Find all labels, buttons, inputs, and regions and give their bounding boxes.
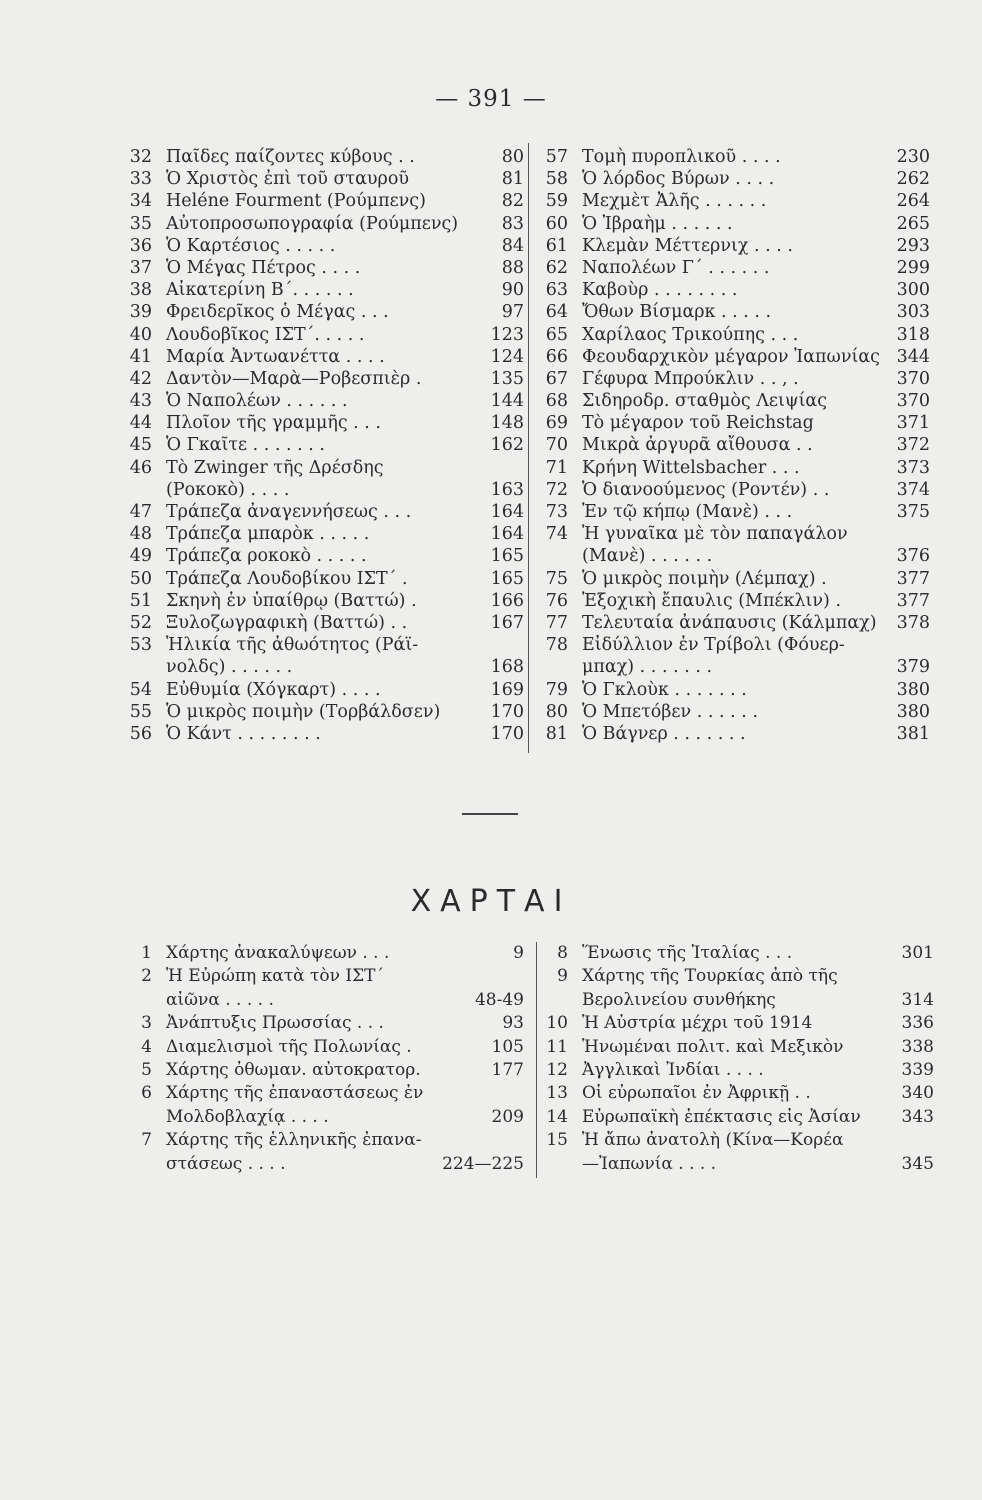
list-item xyxy=(118,942,524,965)
list-item xyxy=(118,679,524,701)
entry-title: Αἰκατερίνη Β΄. . . . . . xyxy=(166,280,354,301)
entry-page: 97 xyxy=(501,302,524,323)
entry-page: 381 xyxy=(896,723,930,744)
list-item xyxy=(534,634,930,656)
entry-page: 93 xyxy=(502,1013,524,1034)
entry-num: 61 xyxy=(545,235,568,256)
entry-title: Χάρτης ὀθωμαν. αὐτοκρατορ. xyxy=(166,1059,421,1080)
list-item xyxy=(534,1129,934,1152)
entry-title: Ὁ Μέγας Πέτρος . . . . xyxy=(166,257,361,278)
list-item xyxy=(534,146,930,168)
entry-page: 372 xyxy=(896,435,930,456)
entry-num: 52 xyxy=(129,612,152,633)
list-item xyxy=(118,1036,524,1059)
entry-title: Σιδηροδρ. σταθμὸς Λειψίας xyxy=(582,391,828,412)
entry-title: Ἡ Εὐρώπη κατὰ τὸν ΙΣΤ΄ xyxy=(166,966,384,987)
entry-page: 164 xyxy=(490,524,524,545)
entry-num: 65 xyxy=(545,324,568,345)
entry-title: Ὁ Γκαῖτε . . . . . . . xyxy=(166,435,325,456)
entry-title: Κλεμὰν Μέττερνιχ . . . . xyxy=(582,235,793,256)
list-item xyxy=(534,1082,934,1105)
entry-title: Τὸ μέγαρον τοῦ Reichstag xyxy=(582,413,814,434)
list-item xyxy=(118,523,524,545)
entry-num: 39 xyxy=(129,302,152,323)
entry-num: 34 xyxy=(129,191,152,212)
entry-title: Εὐθυμία (Χόγκαρτ) . . . . xyxy=(166,679,381,700)
list-item xyxy=(118,257,524,279)
list-item xyxy=(534,213,930,235)
entry-num: 14 xyxy=(546,1106,568,1127)
list-item xyxy=(534,501,930,523)
maps-heading: ΧΑΡΤΑΙ xyxy=(410,884,572,919)
list-item xyxy=(118,279,524,301)
list-item xyxy=(118,368,524,390)
entry-title: Ἀνάπτυξις Πρωσσίας . . . xyxy=(166,1013,384,1034)
entry-page: 163 xyxy=(490,479,524,500)
entry-num: 60 xyxy=(545,213,568,234)
entry-num: 2 xyxy=(141,966,152,987)
entry-title: Τράπεζα Λουδοβίκου ΙΣΤ΄ . xyxy=(166,568,408,589)
entry-num: 69 xyxy=(545,413,568,434)
maps-right-list xyxy=(534,942,934,1176)
entry-page: 148 xyxy=(490,413,524,434)
list-item xyxy=(534,989,934,1012)
entry-page: 344 xyxy=(896,346,930,367)
entry-page: 340 xyxy=(901,1083,934,1104)
entry-page: 9 xyxy=(513,943,524,963)
entry-title: μπαχ) . . . . . . . xyxy=(582,657,713,678)
entry-num: 12 xyxy=(546,1059,568,1080)
illustrations-right-list xyxy=(534,146,930,745)
entry-page: 376 xyxy=(896,546,930,567)
list-item xyxy=(118,146,524,168)
entry-num: 64 xyxy=(545,302,568,323)
list-item xyxy=(534,301,930,323)
entry-title: Χάρτης τῆς Τουρκίας ἀπὸ τῆς xyxy=(582,966,838,987)
entry-title: Ἡλικία τῆς ἀθωότητος (Ράϊ- xyxy=(166,635,419,656)
entry-title: Πλοῖον τῆς γραμμῆς . . . xyxy=(166,413,381,434)
entry-title: Βερολινείου συνθήκης xyxy=(582,989,776,1010)
entry-title: Ὄθων Βίσμαρκ . . . . . xyxy=(582,302,772,323)
list-item xyxy=(534,168,930,190)
entry-num: 57 xyxy=(545,147,568,167)
entry-page: 318 xyxy=(896,324,930,345)
list-item xyxy=(534,1012,934,1035)
illustrations-left-list xyxy=(118,146,524,745)
entry-page: 144 xyxy=(490,391,524,412)
entry-num: 46 xyxy=(129,457,152,478)
list-item xyxy=(534,279,930,301)
list-item xyxy=(118,501,524,523)
entry-num: 8 xyxy=(557,943,568,963)
list-item xyxy=(534,523,930,545)
entry-title: Ὁ Βάγνερ . . . . . . . xyxy=(582,723,746,744)
entry-page: 303 xyxy=(896,302,930,323)
entry-num: 63 xyxy=(545,280,568,301)
entry-page: 165 xyxy=(490,546,524,567)
entry-num: 78 xyxy=(545,635,568,656)
list-item xyxy=(534,368,930,390)
list-item xyxy=(118,390,524,412)
entry-num: 58 xyxy=(545,169,568,190)
list-item xyxy=(534,965,934,988)
list-item xyxy=(534,235,930,257)
list-item xyxy=(118,612,524,634)
list-item xyxy=(118,301,524,323)
entry-page: 262 xyxy=(896,169,930,190)
entry-num: 38 xyxy=(129,280,152,301)
entry-title: Χάρτης τῆς ἐπαναστάσεως ἐν xyxy=(166,1083,424,1104)
list-item xyxy=(534,723,930,745)
list-item xyxy=(118,1106,524,1129)
entry-num: 56 xyxy=(129,723,152,744)
list-item xyxy=(534,457,930,479)
entry-page: 370 xyxy=(896,391,930,412)
entry-num: 66 xyxy=(545,346,568,367)
entry-title: Χάρτης ἀνακαλύψεων . . . xyxy=(166,943,390,963)
entry-title: Λουδοβῖκος ΙΣΤ΄. . . . . xyxy=(166,324,365,345)
entry-title: Μολδοβλαχίᾳ . . . . xyxy=(166,1106,329,1127)
entry-title: Heléne Fourment (Ρούμπενς) xyxy=(166,191,426,212)
list-item xyxy=(534,590,930,612)
entry-title: Ὁ Ναπολέων . . . . . . xyxy=(166,391,348,412)
entry-page: 169 xyxy=(490,679,524,700)
list-item xyxy=(118,235,524,257)
list-item xyxy=(118,545,524,567)
entry-title: Ὁ Χριστὸς ἐπὶ τοῦ σταυροῦ xyxy=(166,169,410,190)
entry-num: 10 xyxy=(546,1013,568,1034)
entry-page: 371 xyxy=(896,413,930,434)
entry-num: 79 xyxy=(545,679,568,700)
entry-page: 345 xyxy=(901,1153,934,1174)
entry-num: 53 xyxy=(129,635,152,656)
list-item xyxy=(118,1082,524,1105)
entry-num: 48 xyxy=(129,524,152,545)
entry-title: Ὁ Καρτέσιος . . . . . xyxy=(166,235,336,256)
entry-title: Παῖδες παίζοντες κύβους . . xyxy=(166,147,415,167)
entry-page: 377 xyxy=(896,568,930,589)
entry-title: Ἕνωσις τῆς Ἰταλίας . . . xyxy=(582,943,793,963)
entry-title: Καβοὺρ . . . . . . . . xyxy=(582,280,738,301)
entry-title: Ὁ διανοούμενος (Ροντέν) . . xyxy=(582,479,830,500)
entry-page: 339 xyxy=(901,1059,934,1080)
entry-num: 75 xyxy=(545,568,568,589)
entry-num: 41 xyxy=(129,346,152,367)
entry-page: 177 xyxy=(491,1059,524,1080)
entry-num: 59 xyxy=(545,191,568,212)
list-item xyxy=(534,679,930,701)
entry-num: 71 xyxy=(545,457,568,478)
entry-title: Ἡ γυναῖκα μὲ τὸν παπαγάλον xyxy=(582,524,848,545)
list-item xyxy=(118,1153,524,1176)
entry-num: 9 xyxy=(557,966,568,987)
entry-num: 33 xyxy=(129,169,152,190)
entry-num: 7 xyxy=(141,1130,152,1151)
list-item xyxy=(118,190,524,212)
entry-num: 81 xyxy=(545,723,568,744)
entry-title: Ναπολέων Γ΄ . . . . . . xyxy=(582,257,770,278)
entry-title: Χαρίλαος Τρικούπης . . . xyxy=(582,324,799,345)
entry-page: 380 xyxy=(896,701,930,722)
list-item xyxy=(534,479,930,501)
list-item xyxy=(118,701,524,723)
list-item xyxy=(118,568,524,590)
list-item xyxy=(118,324,524,346)
entry-title: Τράπεζα μπαρὸκ . . . . . xyxy=(166,524,370,545)
entry-num: 80 xyxy=(545,701,568,722)
entry-num: 54 xyxy=(129,679,152,700)
entry-num: 49 xyxy=(129,546,152,567)
entry-page: 230 xyxy=(896,147,930,167)
entry-page: 265 xyxy=(896,213,930,234)
entry-title: Οἱ εὐρωπαῖοι ἐν Ἀφρικῇ . . xyxy=(582,1083,811,1104)
list-item xyxy=(118,213,524,235)
entry-num: 43 xyxy=(129,391,152,412)
entry-title: Ἡ ἄπω ἀνατολὴ (Κίνα—Κορέα xyxy=(582,1130,844,1151)
list-item xyxy=(534,1106,934,1129)
entry-num: 51 xyxy=(129,590,152,611)
entry-page: 166 xyxy=(490,590,524,611)
entry-title: Αὐτοπροσωπογραφία (Ρούμπενς) xyxy=(166,213,459,234)
entry-page: 90 xyxy=(501,280,524,301)
entry-num: 35 xyxy=(129,213,152,234)
entry-num: 15 xyxy=(546,1130,568,1151)
entry-page: 379 xyxy=(896,657,930,678)
entry-page: 162 xyxy=(490,435,524,456)
entry-num: 42 xyxy=(129,368,152,389)
entry-page: 105 xyxy=(491,1036,524,1057)
entry-page: 82 xyxy=(501,191,524,212)
entry-page: 170 xyxy=(490,723,524,744)
list-item xyxy=(534,346,930,368)
entry-page: 123 xyxy=(490,324,524,345)
list-item xyxy=(118,168,524,190)
entry-title: Μικρὰ ἀργυρᾶ αἴθουσα . . xyxy=(582,435,813,456)
entry-num: 37 xyxy=(129,257,152,278)
entry-num: 40 xyxy=(129,324,152,345)
entry-num: 5 xyxy=(141,1059,152,1080)
entry-page: 124 xyxy=(490,346,524,367)
list-item xyxy=(534,612,930,634)
entry-page: 380 xyxy=(896,679,930,700)
entry-title: Ὁ Ἰβραὴμ . . . . . . xyxy=(582,213,733,234)
entry-page: 299 xyxy=(896,257,930,278)
entry-title: Φρειδερῖκος ὁ Μέγας . . . xyxy=(166,302,389,323)
entry-page: 373 xyxy=(896,457,930,478)
list-item xyxy=(534,257,930,279)
entry-num: 47 xyxy=(129,502,152,522)
list-item xyxy=(534,701,930,723)
entry-title: (Ροκοκὸ) . . . . xyxy=(166,479,290,500)
entry-page: 88 xyxy=(501,257,524,278)
list-item xyxy=(534,412,930,434)
entry-page: 209 xyxy=(491,1106,524,1127)
list-item xyxy=(118,346,524,368)
list-item xyxy=(118,412,524,434)
entry-title: Ἐξοχικὴ ἔπαυλις (Μπέκλιν) . xyxy=(582,590,842,611)
entry-num: 62 xyxy=(545,257,568,278)
entry-num: 32 xyxy=(129,147,152,167)
entry-page: 375 xyxy=(896,502,930,522)
entry-page: 81 xyxy=(501,169,524,190)
list-item xyxy=(118,989,524,1012)
entry-page: 48-49 xyxy=(474,989,524,1010)
entry-num: 44 xyxy=(129,413,152,434)
entry-num: 74 xyxy=(545,524,568,545)
entry-page: 370 xyxy=(896,368,930,389)
entry-title: Τὸ Zwinger τῆς Δρέσδης xyxy=(166,457,384,478)
entry-title: Τράπεζα ἀναγεννήσεως . . . xyxy=(166,502,412,522)
list-item xyxy=(534,434,930,456)
entry-num: 77 xyxy=(545,612,568,633)
entry-num: 45 xyxy=(129,435,152,456)
entry-page: 338 xyxy=(901,1036,934,1057)
list-item xyxy=(534,390,930,412)
entry-page: 80 xyxy=(501,147,524,167)
list-item xyxy=(118,479,524,501)
entry-page: 83 xyxy=(501,213,524,234)
list-item xyxy=(118,965,524,988)
list-item xyxy=(118,634,524,656)
entry-title: Ὁ Μπετόβεν . . . . . . xyxy=(582,701,758,722)
entry-page: 300 xyxy=(896,280,930,301)
entry-title: Ὁ Κάντ . . . . . . . . xyxy=(166,723,321,744)
entry-num: 55 xyxy=(129,701,152,722)
list-item xyxy=(534,1059,934,1082)
entry-num: 6 xyxy=(141,1083,152,1104)
entry-title: Ξυλοζωγραφικὴ (Βαττώ) . . xyxy=(166,612,408,633)
entry-title: Ὁ λόρδος Βύρων . . . . xyxy=(582,169,775,190)
list-item xyxy=(118,434,524,456)
entry-title: Διαμελισμοὶ τῆς Πολωνίας . xyxy=(166,1036,412,1057)
list-item xyxy=(534,1036,934,1059)
entry-page: 301 xyxy=(901,943,934,963)
entry-page: 165 xyxy=(490,568,524,589)
entry-title: Μεχμὲτ Ἀλῆς . . . . . . xyxy=(582,191,767,212)
entry-page: 224—225 xyxy=(442,1153,524,1174)
entry-num: 76 xyxy=(545,590,568,611)
entry-page: 164 xyxy=(490,502,524,522)
list-item xyxy=(534,568,930,590)
list-item xyxy=(118,1059,524,1082)
entry-title: Ὁ μικρὸς ποιμὴν (Λέμπαχ) . xyxy=(582,568,827,589)
entry-page: 170 xyxy=(490,701,524,722)
entry-num: 36 xyxy=(129,235,152,256)
entry-num: 1 xyxy=(141,943,152,963)
entry-title: Ἡ Αὐστρία μέχρι τοῦ 1914 xyxy=(582,1013,813,1034)
entry-title: Ὁ μικρὸς ποιμὴν (Τορβάλδσεν) xyxy=(166,701,441,722)
entry-title: Ἐν τῷ κήπῳ (Μανὲ) . . . xyxy=(582,502,793,522)
list-item xyxy=(118,457,524,479)
entry-title: Εὐρωπαϊκὴ ἐπέκτασις εἰς Ἀσίαν xyxy=(582,1106,861,1127)
list-item xyxy=(534,656,930,678)
list-item xyxy=(534,942,934,965)
list-item xyxy=(118,1129,524,1152)
list-item xyxy=(118,723,524,745)
entry-page: 167 xyxy=(490,612,524,633)
entry-num: 73 xyxy=(545,502,568,522)
entry-page: 374 xyxy=(896,479,930,500)
entry-title: Γέφυρα Μπρούκλιν . . , . xyxy=(582,368,799,389)
entry-title: —Ἰαπωνία . . . . xyxy=(582,1153,717,1174)
entry-page: 377 xyxy=(896,590,930,611)
entry-title: Χάρτης τῆς ἑλληνικῆς ἐπανα- xyxy=(166,1130,422,1151)
entry-title: Ὁ Γκλοὺκ . . . . . . . xyxy=(582,679,747,700)
entry-title: νολδς) . . . . . . xyxy=(166,657,293,678)
entry-page: 293 xyxy=(896,235,930,256)
list-item xyxy=(534,545,930,567)
entry-page: 378 xyxy=(896,612,930,633)
column-divider xyxy=(528,143,529,753)
entry-num: 50 xyxy=(129,568,152,589)
list-item xyxy=(534,324,930,346)
list-item xyxy=(118,656,524,678)
entry-title: στάσεως . . . . xyxy=(166,1153,286,1174)
entry-title: Τράπεζα ροκοκὸ . . . . . xyxy=(166,546,367,567)
entry-page: 343 xyxy=(901,1106,934,1127)
list-item xyxy=(118,590,524,612)
list-item xyxy=(534,190,930,212)
entry-num: 3 xyxy=(141,1013,152,1034)
entry-title: αἰῶνα . . . . . xyxy=(166,989,274,1010)
maps-left-list xyxy=(118,942,524,1176)
list-item xyxy=(118,1012,524,1035)
entry-title: Ἡνωμέναι πολιτ. καὶ Μεξικὸν xyxy=(582,1036,844,1057)
entry-page: 336 xyxy=(901,1013,934,1034)
entry-num: 13 xyxy=(546,1083,568,1104)
entry-title: Τελευταία ἀνάπαυσις (Κάλμπαχ) xyxy=(582,612,877,633)
entry-num: 70 xyxy=(545,435,568,456)
entry-title: Ἀγγλικαὶ Ἰνδίαι . . . . xyxy=(582,1059,764,1080)
entry-title: Φεουδαρχικὸν μέγαρον Ἰαπωνίας xyxy=(582,346,880,367)
entry-num: 68 xyxy=(545,391,568,412)
list-item xyxy=(534,1153,934,1176)
entry-title: (Μανὲ) . . . . . . xyxy=(582,546,713,567)
entry-title: Εἰδύλλιον ἐν Τρίβολι (Φόυερ- xyxy=(582,635,845,656)
entry-title: Δαντὸν—Μαρὰ—Ροβεσπιὲρ . xyxy=(166,368,422,389)
entry-num: 4 xyxy=(141,1036,152,1057)
entry-page: 314 xyxy=(901,989,934,1010)
entry-num: 67 xyxy=(545,368,568,389)
entry-page: 135 xyxy=(490,368,524,389)
entry-num: 72 xyxy=(545,479,568,500)
entry-title: Μαρία Ἀντωανέττα . . . . xyxy=(166,346,385,367)
entry-page: 168 xyxy=(490,657,524,678)
entry-page: 264 xyxy=(896,191,930,212)
section-divider xyxy=(462,813,518,815)
entry-title: Κρήνη Wittelsbacher . . . xyxy=(582,457,800,478)
entry-title: Σκηνὴ ἐν ὑπαίθρῳ (Βαττώ) . xyxy=(166,590,417,611)
entry-page: 84 xyxy=(501,235,524,256)
entry-title: Τομὴ πυροπλικοῦ . . . . xyxy=(582,147,781,167)
page-number: — 391 — xyxy=(435,86,547,112)
entry-num: 11 xyxy=(546,1036,568,1057)
